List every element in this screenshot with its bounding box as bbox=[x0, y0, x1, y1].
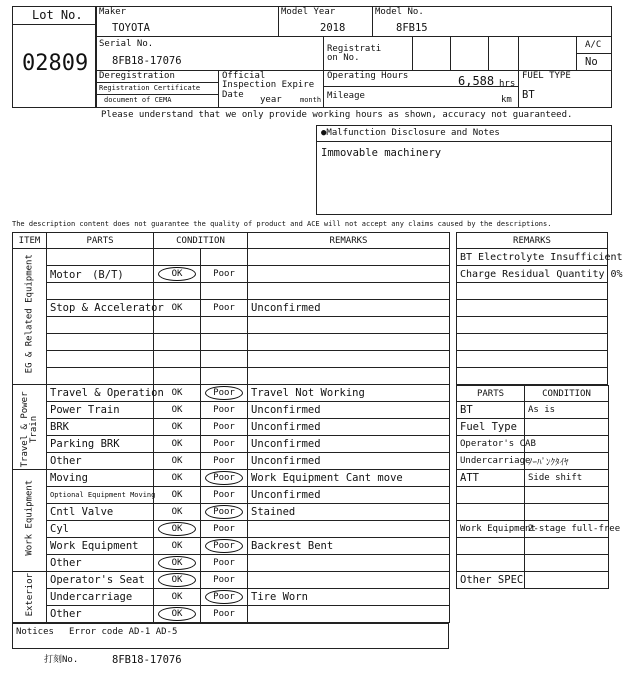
lot-label: Lot No. bbox=[32, 8, 83, 22]
ok-label: OK bbox=[171, 490, 183, 500]
item-header: ITEM bbox=[13, 233, 47, 249]
table-row bbox=[457, 453, 609, 470]
remark-cell bbox=[248, 572, 450, 589]
poor-cell bbox=[201, 521, 248, 538]
ok-label: OK bbox=[171, 541, 183, 551]
table-row bbox=[457, 504, 609, 521]
malfunction-box bbox=[316, 125, 612, 215]
parts-cell bbox=[457, 555, 525, 572]
ok-cell bbox=[154, 402, 201, 419]
poor-label: Poor bbox=[213, 473, 235, 483]
remark-cell bbox=[248, 606, 450, 623]
poor-cell bbox=[201, 538, 248, 555]
condition-cell: As is bbox=[525, 402, 609, 419]
list-item bbox=[457, 317, 608, 334]
malfunction-title: ●Malfunction Disclosure and Notes bbox=[321, 128, 500, 138]
part-cell: Other bbox=[47, 606, 154, 623]
selected-condition-oval bbox=[158, 556, 196, 570]
poor-label: Poor bbox=[213, 439, 235, 449]
ok-cell bbox=[154, 300, 201, 317]
poor-cell bbox=[201, 300, 248, 317]
poor-label: Poor bbox=[213, 592, 235, 602]
ok-cell bbox=[154, 487, 201, 504]
ok-cell bbox=[154, 589, 201, 606]
selected-condition-oval bbox=[205, 505, 243, 519]
ok-cell bbox=[154, 555, 201, 572]
cema-label: document of CEMA bbox=[104, 96, 172, 104]
poor-cell bbox=[201, 606, 248, 623]
table-row bbox=[457, 470, 609, 487]
model-year-label: Model Year bbox=[281, 7, 336, 17]
table-row bbox=[13, 266, 450, 283]
remark-text bbox=[457, 317, 608, 334]
item-group-label: EG & Related Equipment bbox=[24, 254, 35, 374]
notices-text: Error code AD-1 AD-5 bbox=[69, 627, 178, 637]
ok-cell bbox=[154, 317, 201, 334]
poor-cell bbox=[201, 504, 248, 521]
table-row bbox=[13, 249, 450, 266]
poor-label: Poor bbox=[213, 269, 235, 279]
poor-cell bbox=[201, 470, 248, 487]
poor-label: Poor bbox=[213, 388, 235, 398]
parts-table bbox=[456, 385, 621, 589]
poor-label: Poor bbox=[213, 303, 235, 313]
parts-cell bbox=[457, 487, 525, 504]
hrs-unit: hrs bbox=[499, 79, 516, 89]
condition-cell bbox=[525, 504, 609, 521]
parts-header: PARTS bbox=[47, 233, 154, 249]
list-item bbox=[457, 351, 608, 368]
remark-cell bbox=[248, 266, 450, 283]
ac-label: A/C bbox=[585, 40, 602, 50]
remark-cell: Unconfirmed bbox=[248, 436, 450, 453]
list-item bbox=[457, 368, 608, 385]
condition-header: CONDITION bbox=[154, 233, 248, 249]
item-group-label: Exterior bbox=[24, 572, 35, 616]
poor-label: Poor bbox=[213, 405, 235, 415]
remark-cell: Unconfirmed bbox=[248, 419, 450, 436]
ok-label: OK bbox=[171, 388, 183, 398]
registration-label: Registrati on No. bbox=[327, 44, 382, 64]
table-row bbox=[13, 334, 450, 351]
condition-cell bbox=[525, 538, 609, 555]
condition-cell bbox=[525, 572, 609, 589]
ok-cell bbox=[154, 453, 201, 470]
part-cell: Cyl bbox=[47, 521, 154, 538]
condition-cell: 2-stage full-free bbox=[525, 521, 609, 538]
year-label: year bbox=[260, 95, 282, 105]
selected-condition-oval bbox=[158, 522, 196, 536]
poor-cell bbox=[201, 266, 248, 283]
table-row bbox=[13, 538, 450, 555]
ok-label: OK bbox=[171, 592, 183, 602]
table-row bbox=[13, 351, 450, 368]
part-cell bbox=[47, 368, 154, 385]
parts-cell: Undercarriage bbox=[457, 453, 525, 470]
poor-cell bbox=[201, 334, 248, 351]
inspection-header-row bbox=[13, 233, 450, 249]
part-cell bbox=[47, 317, 154, 334]
selected-condition-oval bbox=[158, 607, 196, 621]
part-cell bbox=[47, 249, 154, 266]
selected-condition-oval bbox=[158, 573, 196, 587]
ok-label: OK bbox=[171, 269, 183, 279]
ok-cell bbox=[154, 283, 201, 300]
table-row bbox=[13, 402, 450, 419]
table-row bbox=[13, 453, 450, 470]
ok-label: OK bbox=[171, 507, 183, 517]
item-group-cell bbox=[13, 385, 47, 470]
hours-disclaimer: Please understand that we only provide working hours as shown, accuracy not guaranteed. bbox=[101, 110, 573, 120]
table-row bbox=[457, 419, 609, 436]
remark-cell: Unconfirmed bbox=[248, 453, 450, 470]
remark-cell bbox=[248, 368, 450, 385]
table-row bbox=[13, 419, 450, 436]
parts-cell bbox=[457, 538, 525, 555]
registration-certificate-label: Registration Certificate bbox=[99, 84, 201, 92]
poor-cell bbox=[201, 317, 248, 334]
poor-label: Poor bbox=[213, 575, 235, 585]
month-label: month bbox=[300, 96, 322, 104]
remark-text bbox=[457, 368, 608, 385]
model-no-value: 8FB15 bbox=[396, 22, 428, 34]
parts-cell: ATT bbox=[457, 470, 525, 487]
ok-cell bbox=[154, 521, 201, 538]
remark-cell bbox=[248, 249, 450, 266]
condition-cell: ﾉｰﾊﾟﾝｸﾀｲﾔ bbox=[525, 453, 609, 470]
list-item bbox=[457, 266, 608, 283]
stamp-value: 8FB18-17076 bbox=[112, 654, 182, 666]
selected-condition-oval bbox=[205, 590, 243, 604]
ok-cell bbox=[154, 572, 201, 589]
ok-label: OK bbox=[171, 439, 183, 449]
ok-cell bbox=[154, 470, 201, 487]
remarks-table-header: REMARKS bbox=[457, 233, 608, 249]
condition-cell bbox=[525, 487, 609, 504]
table-row bbox=[13, 436, 450, 453]
condition-cell bbox=[525, 555, 609, 572]
remark-cell: Unconfirmed bbox=[248, 487, 450, 504]
condition-cell bbox=[525, 419, 609, 436]
part-cell bbox=[47, 334, 154, 351]
table-row bbox=[13, 385, 450, 402]
remark-cell: Work Equipment Cant move bbox=[248, 470, 450, 487]
model-year-value: 2018 bbox=[320, 22, 346, 34]
poor-cell bbox=[201, 572, 248, 589]
item-group-label: Travel & Power Train bbox=[19, 391, 39, 467]
table-row bbox=[13, 572, 450, 589]
part-cell: Other bbox=[47, 555, 154, 572]
deregistration-label: Deregistration bbox=[99, 71, 175, 81]
malfunction-text: Immovable machinery bbox=[321, 147, 442, 159]
table-row bbox=[457, 487, 609, 504]
model-no-label: Model No. bbox=[375, 7, 424, 17]
ok-label: OK bbox=[171, 456, 183, 466]
part-cell: Power Train bbox=[47, 402, 154, 419]
table-row bbox=[13, 470, 450, 487]
ok-label: OK bbox=[171, 524, 183, 534]
remark-cell: Stained bbox=[248, 504, 450, 521]
remark-cell bbox=[248, 317, 450, 334]
ok-label: OK bbox=[171, 422, 183, 432]
table-row bbox=[13, 487, 450, 504]
mileage-label: Mileage bbox=[327, 91, 365, 101]
serial-value: 8FB18-17076 bbox=[112, 55, 182, 67]
remark-cell: Tire Worn bbox=[248, 589, 450, 606]
ok-label: OK bbox=[171, 303, 183, 313]
selected-condition-oval bbox=[205, 386, 243, 400]
poor-cell bbox=[201, 402, 248, 419]
poor-label: Poor bbox=[213, 490, 235, 500]
remark-cell bbox=[248, 555, 450, 572]
remark-text bbox=[457, 351, 608, 368]
poor-cell bbox=[201, 283, 248, 300]
part-cell: Cntl Valve bbox=[47, 504, 154, 521]
poor-label: Poor bbox=[213, 456, 235, 466]
table-row bbox=[13, 300, 450, 317]
table-row bbox=[13, 283, 450, 300]
table-row bbox=[457, 436, 609, 453]
ok-label: OK bbox=[171, 405, 183, 415]
table-row bbox=[457, 572, 609, 589]
poor-cell bbox=[201, 453, 248, 470]
poor-cell bbox=[201, 249, 248, 266]
poor-cell bbox=[201, 487, 248, 504]
ok-label: OK bbox=[171, 609, 183, 619]
table-row bbox=[457, 402, 609, 419]
part-cell: Operator's Seat bbox=[47, 572, 154, 589]
km-unit: km bbox=[501, 95, 512, 105]
maker-label: Maker bbox=[99, 7, 127, 17]
ok-cell bbox=[154, 249, 201, 266]
remark-text: Charge Residual Quantity 0% bbox=[457, 266, 608, 283]
list-item bbox=[457, 300, 608, 317]
lot-number: 02809 bbox=[22, 51, 89, 76]
item-group-cell bbox=[13, 572, 47, 623]
remarks-header: REMARKS bbox=[248, 233, 450, 249]
poor-label: Poor bbox=[213, 558, 235, 568]
item-group-cell bbox=[13, 249, 47, 385]
poor-label: Poor bbox=[213, 541, 235, 551]
selected-condition-oval bbox=[205, 471, 243, 485]
remark-cell bbox=[248, 351, 450, 368]
poor-label: Poor bbox=[213, 422, 235, 432]
table-row bbox=[457, 555, 609, 572]
part-cell: Parking BRK bbox=[47, 436, 154, 453]
part-cell: Stop & Accelerator bbox=[47, 300, 154, 317]
parts-cell: Work Equipment bbox=[457, 521, 525, 538]
ok-cell bbox=[154, 385, 201, 402]
selected-condition-oval bbox=[158, 267, 196, 281]
part-cell: Travel & Operation bbox=[47, 385, 154, 402]
remark-text: BT Electrolyte Insufficient bbox=[457, 249, 608, 266]
poor-label: Poor bbox=[213, 507, 235, 517]
poor-cell bbox=[201, 368, 248, 385]
condition-cell bbox=[525, 436, 609, 453]
parts-cell: BT bbox=[457, 402, 525, 419]
parts-cell bbox=[457, 504, 525, 521]
table-row bbox=[13, 555, 450, 572]
remark-cell: Travel Not Working bbox=[248, 385, 450, 402]
poor-cell bbox=[201, 385, 248, 402]
part-cell: Work Equipment bbox=[47, 538, 154, 555]
ok-cell bbox=[154, 504, 201, 521]
inspection-label: Official Inspection Expire Date bbox=[222, 71, 315, 100]
part-cell: Optional Equipment Moving bbox=[47, 487, 154, 504]
remark-cell: Unconfirmed bbox=[248, 402, 450, 419]
table-row bbox=[457, 538, 609, 555]
ac-value: No bbox=[585, 56, 598, 68]
poor-cell bbox=[201, 555, 248, 572]
parts-table-condition-header: CONDITION bbox=[525, 386, 609, 402]
selected-condition-oval bbox=[205, 539, 243, 553]
table-row bbox=[13, 606, 450, 623]
parts-cell: Other SPEC bbox=[457, 572, 525, 589]
ok-label: OK bbox=[171, 558, 183, 568]
table-row bbox=[457, 521, 609, 538]
item-group-label: Work Equipment bbox=[24, 479, 35, 556]
ok-cell bbox=[154, 334, 201, 351]
remark-cell bbox=[248, 521, 450, 538]
table-row bbox=[13, 521, 450, 538]
list-item bbox=[457, 283, 608, 300]
list-item bbox=[457, 249, 608, 266]
part-cell: Undercarriage bbox=[47, 589, 154, 606]
ok-label: OK bbox=[171, 575, 183, 585]
poor-label: Poor bbox=[213, 524, 235, 534]
list-item bbox=[457, 334, 608, 351]
operating-hours-label: Operating Hours bbox=[327, 71, 409, 81]
poor-cell bbox=[201, 419, 248, 436]
serial-label: Serial No. bbox=[99, 39, 154, 49]
remark-text bbox=[457, 283, 608, 300]
description-disclaimer: The description content does not guarantee the quality of product and ACE will not accept any claims caused by the descriptions. bbox=[12, 220, 552, 228]
table-row bbox=[13, 504, 450, 521]
remarks-table bbox=[456, 232, 623, 385]
inspection-table bbox=[12, 232, 450, 623]
part-cell: Motor (B/T) bbox=[47, 266, 154, 283]
table-row bbox=[13, 317, 450, 334]
remark-cell bbox=[248, 334, 450, 351]
part-cell: Moving bbox=[47, 470, 154, 487]
remark-cell bbox=[248, 283, 450, 300]
remark-text bbox=[457, 334, 608, 351]
ok-label: OK bbox=[171, 473, 183, 483]
fuel-type-label: FUEL TYPE bbox=[522, 71, 571, 81]
ok-cell bbox=[154, 351, 201, 368]
parts-table-parts-header: PARTS bbox=[457, 386, 525, 402]
parts-cell: Operator's CAB bbox=[457, 436, 525, 453]
condition-cell: Side shift bbox=[525, 470, 609, 487]
parts-cell: Fuel Type bbox=[457, 419, 525, 436]
ok-cell bbox=[154, 419, 201, 436]
item-group-cell bbox=[13, 470, 47, 572]
remark-cell: Unconfirmed bbox=[248, 300, 450, 317]
part-cell bbox=[47, 351, 154, 368]
remark-text bbox=[457, 300, 608, 317]
notices-label: Notices bbox=[16, 627, 54, 637]
part-cell: BRK bbox=[47, 419, 154, 436]
poor-cell bbox=[201, 351, 248, 368]
fuel-type-value: BT bbox=[522, 89, 535, 101]
operating-hours-value: 6,588 bbox=[458, 74, 495, 88]
remark-cell: Backrest Bent bbox=[248, 538, 450, 555]
table-row bbox=[13, 368, 450, 385]
ok-cell bbox=[154, 538, 201, 555]
poor-cell bbox=[201, 589, 248, 606]
part-cell: Other bbox=[47, 453, 154, 470]
ok-cell bbox=[154, 368, 201, 385]
ok-cell bbox=[154, 606, 201, 623]
poor-cell bbox=[201, 436, 248, 453]
maker-value: TOYOTA bbox=[112, 22, 150, 34]
table-row bbox=[13, 589, 450, 606]
poor-label: Poor bbox=[213, 609, 235, 619]
ok-cell bbox=[154, 436, 201, 453]
part-cell bbox=[47, 283, 154, 300]
stamp-label: 打刻No. bbox=[44, 655, 79, 665]
ok-cell bbox=[154, 266, 201, 283]
